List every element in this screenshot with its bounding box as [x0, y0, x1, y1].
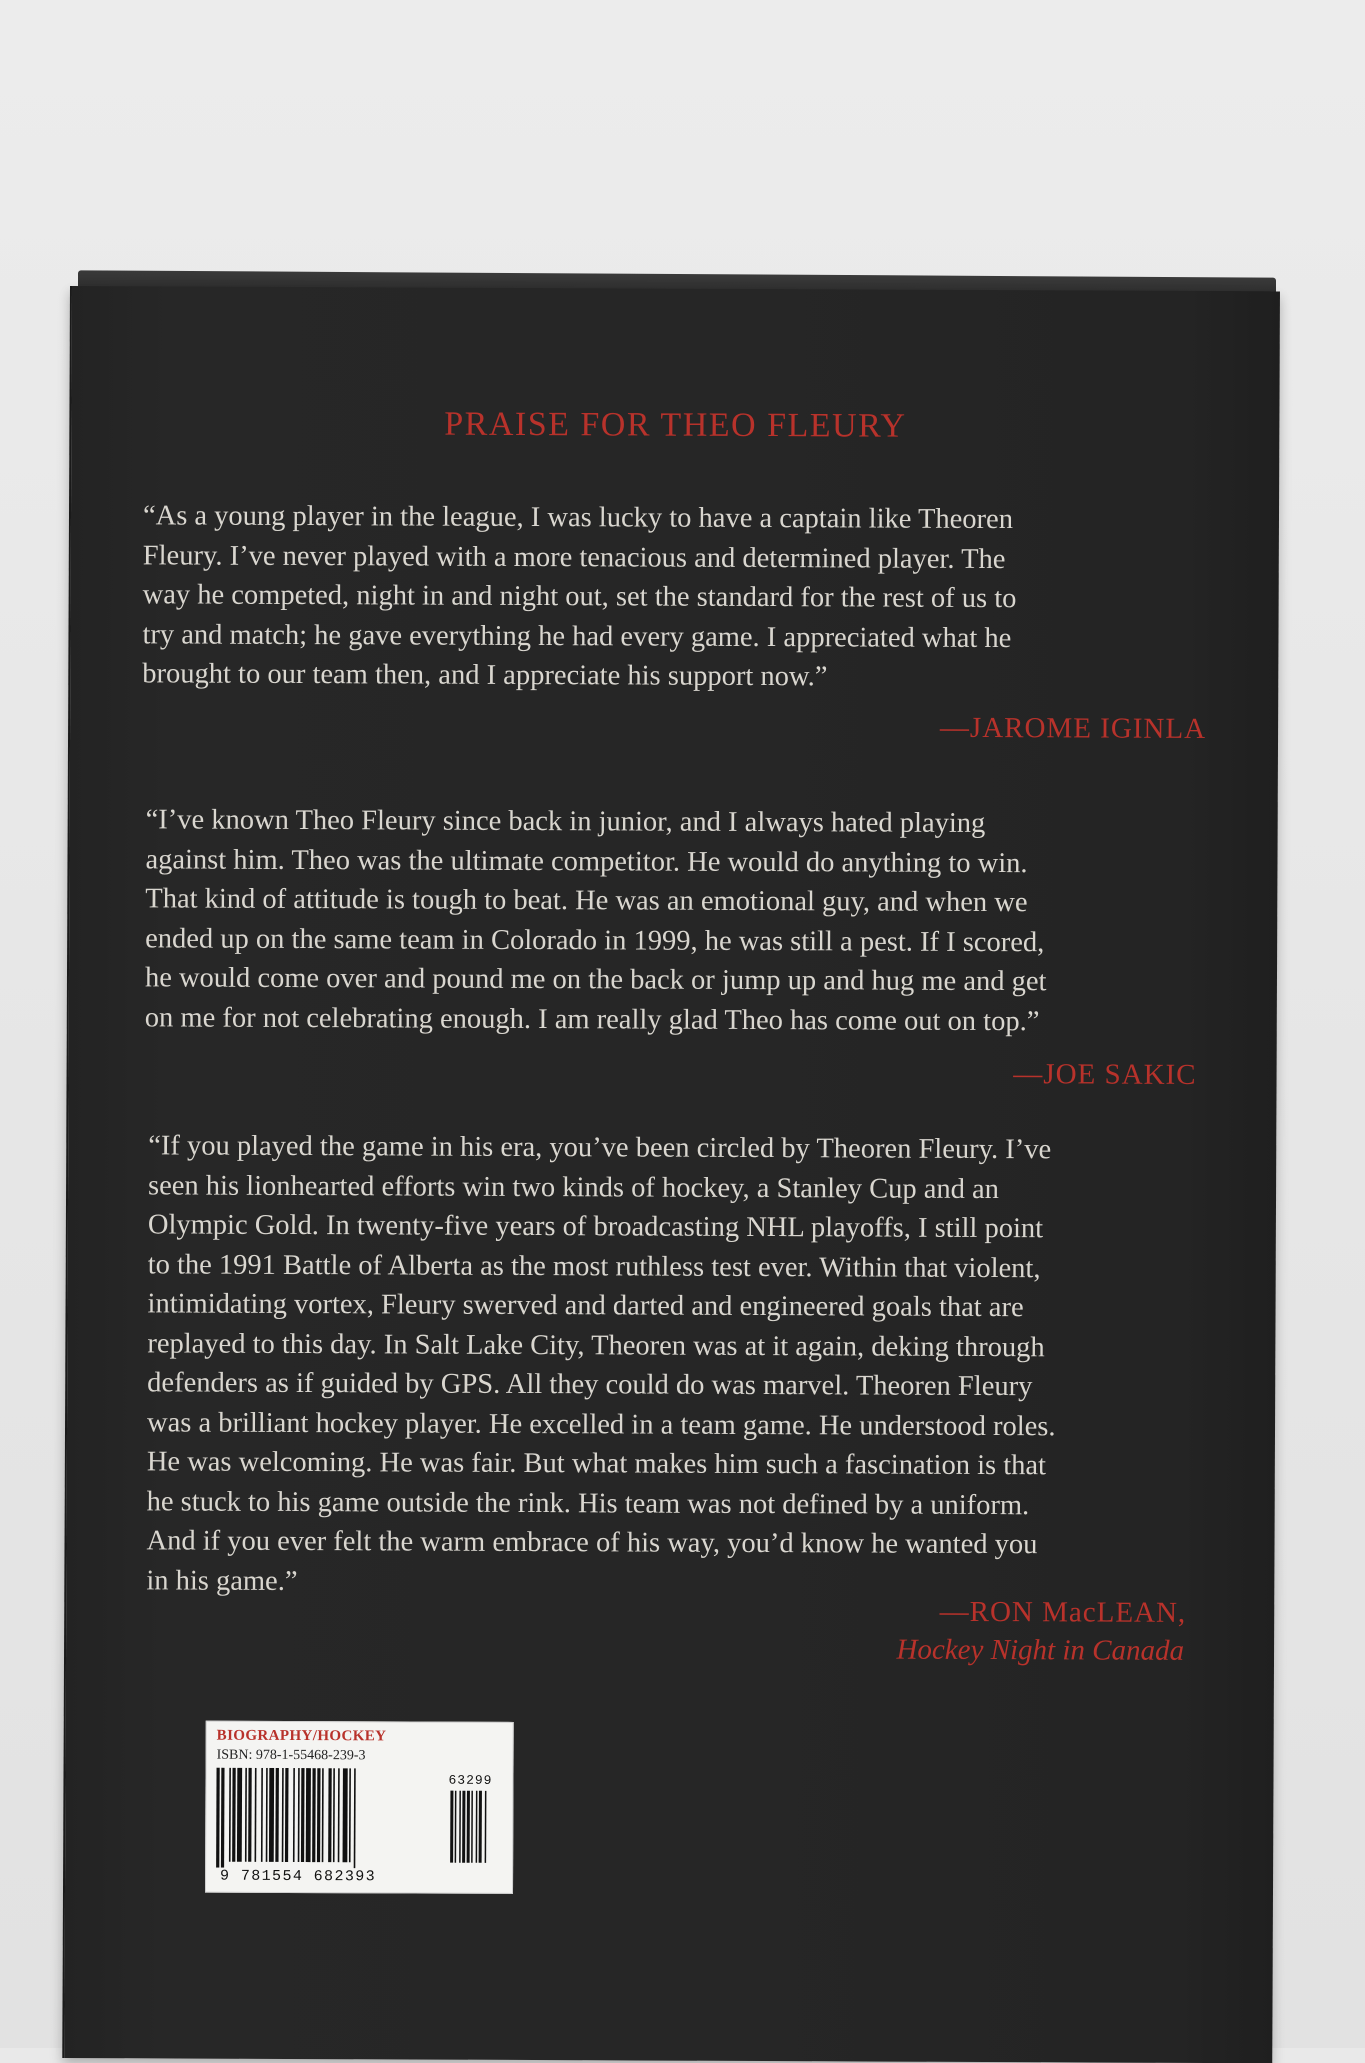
book-category: BIOGRAPHY/HOCKEY: [216, 1727, 387, 1745]
barcode-label: [205, 1721, 514, 1894]
quote-line: ended up on the same team in Colorado in 1999, he was still a pest. If I scored,: [145, 922, 1045, 958]
quote-line: That kind of attitude is tough to beat. He was an emotional guy, and when we: [145, 883, 1028, 919]
quote-line: Olympic Gold. In twenty-five years of broadcasting NHL playoffs, I still point: [147, 1209, 1044, 1245]
quote-line: And if you ever felt the warm embrace of his way, you’d know he wanted you: [146, 1525, 1038, 1561]
attribution-maclean-show: Hockey Night in Canada: [896, 1633, 1185, 1667]
quote-line: intimidating vortex, Fleury swerved and darted and engineered goals that are: [147, 1288, 1024, 1324]
cover-content: [64, 286, 1280, 2063]
quote-line: in his game.”: [146, 1564, 298, 1597]
quote-line: “I’ve known Theo Fleury since back in junior, and I always hated playing: [145, 804, 986, 839]
quote-line: way he competed, night in and night out, set the standard for the rest of us to: [142, 579, 1017, 615]
quote-line: replayed to this day. In Salt Lake City, Theoren was at it again, deking through: [147, 1327, 1045, 1363]
quote-line: seen his lionhearted efforts win two kinds of hockey, a Stanley Cup and an: [148, 1169, 999, 1205]
book-back-cover: [62, 286, 1280, 2063]
quote-iginla: [142, 496, 1209, 698]
quote-line: brought to our team then, and I appreciate his support now.”: [142, 658, 828, 693]
barcode-addon-digits: 63299: [448, 1772, 493, 1788]
quote-line: on me for not celebrating enough. I am really glad Theo has come out on top.”: [144, 1001, 1040, 1037]
attribution-sakic: —JOE SAKIC: [1013, 1058, 1197, 1091]
quote-line: he stuck to his game outside the rink. His team was not defined by a uniform.: [146, 1485, 1030, 1521]
quote-line: he would come over and pound me on the back or jump up and hug me and get: [144, 962, 1047, 998]
quote-line: was a brilliant hockey player. He excelled in a team game. He understood roles.: [146, 1406, 1056, 1442]
quote-line: He was welcoming. He was fair. But what makes him such a fascination is that: [146, 1446, 1047, 1482]
quote-line: “If you played the game in his era, you’ve been circled by Theoren Fleury. I’ve: [148, 1130, 1052, 1166]
attribution-iginla: —JAROME IGINLA: [939, 711, 1207, 745]
quote-line: to the 1991 Battle of Alberta as the most ruthless test ever. Within that violent,: [147, 1248, 1041, 1284]
barcode-digits: 9 781554 682393: [220, 1867, 377, 1886]
quote-sakic: [145, 800, 1212, 1042]
quote-line: try and match; he gave everything he had every game. I appreciated what he: [142, 618, 1012, 654]
quote-maclean: [146, 1126, 1214, 1605]
praise-heading: PRAISE FOR THEO FLEURY: [444, 405, 907, 445]
quote-line: “As a young player in the league, I was lucky to have a captain like Theoren: [142, 500, 1014, 536]
isbn-text: ISBN: 978-1-55468-239-3: [216, 1747, 366, 1764]
attribution-maclean: —RON MacLEAN,: [939, 1595, 1187, 1629]
quote-line: against him. Theo was the ultimate competitor. He would do anything to win.: [145, 843, 1028, 879]
quote-line: defenders as if guided by GPS. All they could do was marvel. Theoren Fleury: [147, 1367, 1033, 1403]
quote-line: Fleury. I’ve never played with a more tenacious and determined player. The: [142, 539, 1006, 575]
